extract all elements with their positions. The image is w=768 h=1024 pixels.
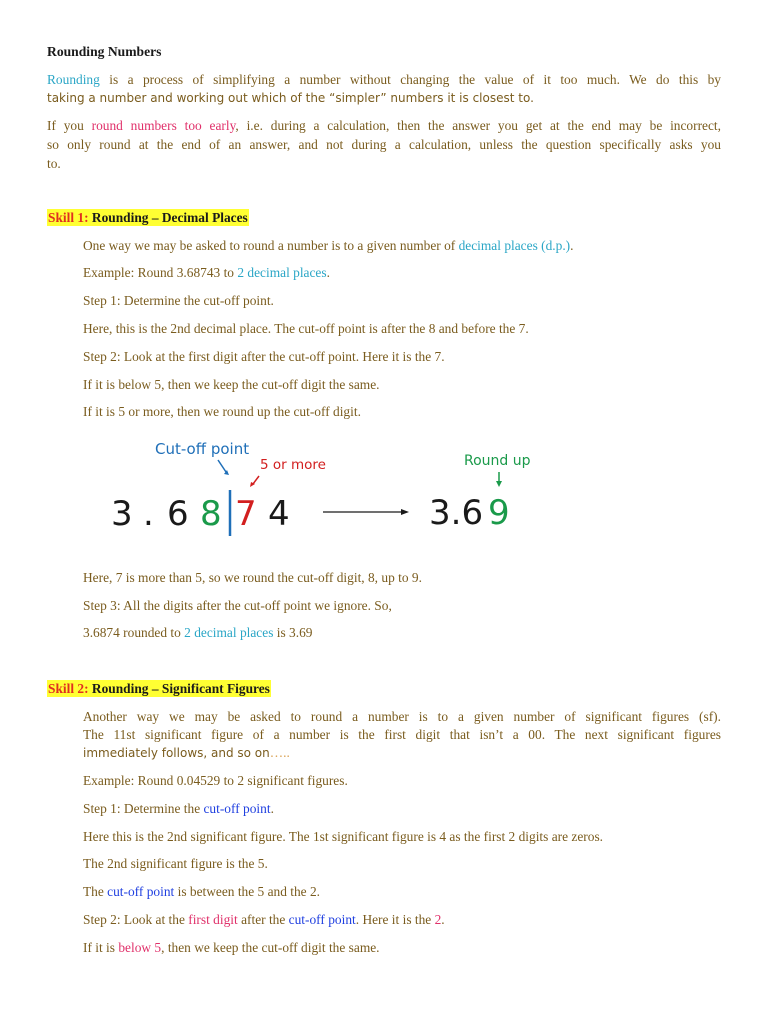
s2-l7-post: . (441, 912, 445, 927)
rounding-keyword: Rounding (47, 72, 100, 87)
below-5-keyword: below 5 (118, 940, 162, 955)
five-or-more-label: 5 or more (260, 457, 326, 473)
five-arrow-line (253, 476, 259, 484)
intro-paragraph-2 (47, 116, 721, 173)
s1-l1-pre: One way we may be asked to round a number is to a given number of (83, 238, 459, 253)
skill1-line-5: Step 2: Look at the first digit after the cut-off point. Here it is the 7. (83, 349, 445, 364)
s2-p1-l1: Another way we may be asked to round a number is to a given number of significant figures (sf). (83, 709, 721, 724)
skill2-line-5: The 2nd significant figure is the 5. (83, 856, 268, 871)
intro-p2-line3: to. (47, 156, 61, 171)
page-title: Rounding Numbers (47, 44, 162, 59)
digit-3: 3 (111, 494, 133, 534)
cutoff-label: Cut-off point (155, 440, 250, 458)
round-too-early-keyword: round numbers too early (91, 118, 236, 133)
cutoff-point-keyword-3: cut-off point (288, 912, 356, 927)
skill1-line-1 (83, 237, 574, 255)
digit-7: 7 (235, 494, 257, 534)
skill-2-heading (47, 680, 271, 697)
two-decimal-places-keyword-2: 2 decimal places (184, 625, 274, 640)
decimal-places-keyword: decimal places (d.p.) (458, 238, 571, 253)
skill1-line-10 (83, 624, 312, 642)
skill1-line-7: If it is 5 or more, then we round up the cut-off digit. (83, 404, 361, 419)
digit-6: 6 (167, 494, 189, 534)
round-up-arrow-head (496, 481, 502, 487)
intro-paragraph-1 (47, 70, 721, 108)
skill2-line-7 (83, 911, 445, 929)
skill1-line-8: Here, 7 is more than 5, so we round the cut-off digit, 8, up to 9. (83, 570, 422, 585)
digit-2-keyword: 2 (434, 912, 442, 927)
skill2-line-6 (83, 883, 320, 901)
skill2-line-8 (83, 939, 380, 957)
s2-l7-mid: after the (237, 912, 289, 927)
s2-l3-pre: Step 1: Determine the (83, 801, 204, 816)
cutoff-arrow-line (218, 460, 226, 472)
skill-2-title: Rounding – Significant Figures (88, 681, 270, 696)
result-base: 3.6 (429, 493, 484, 533)
s2-p1-l2: The 11st significant figure of a number is the first digit that isn’t a 00. The next significant figures (83, 727, 721, 742)
skill1-line-6: If it is below 5, then we keep the cut-off digit the same. (83, 377, 380, 392)
s1-l1-post: . (570, 238, 574, 253)
s1-l2-post: . (326, 265, 330, 280)
s1-l2-pre: Example: Round 3.68743 to (83, 265, 238, 280)
s1-l10-post: is 3.69 (273, 625, 313, 640)
two-decimal-places-keyword: 2 decimal places (237, 265, 327, 280)
intro-p1-line2: taking a number and working out which of the “simpler” numbers it is closest to. (47, 91, 534, 105)
digit-8-cutoff: 8 (200, 494, 222, 534)
intro-p2-line2: so only round at the end of an answer, and not during a calculation, unless the question specifically asks you (47, 137, 721, 152)
transform-arrow-head (401, 509, 409, 515)
s2-l8-pre: If it is (83, 940, 119, 955)
s2-l3-post: . (270, 801, 274, 816)
skill1-line-2 (83, 264, 330, 282)
cutoff-point-keyword-2: cut-off point (107, 884, 175, 899)
skill2-line-2: Example: Round 0.04529 to 2 significant figures. (83, 773, 348, 788)
s2-l7-mid2: . Here it is the (355, 912, 435, 927)
rounding-diagram (83, 432, 565, 556)
s2-l7-pre: Step 2: Look at the (83, 912, 189, 927)
s2-l6-pre: The (83, 884, 108, 899)
digit-dot: . (143, 494, 154, 534)
skill2-paragraph-1 (83, 708, 721, 762)
skill-1-number: Skill 1: (48, 210, 89, 225)
s2-p1-l3: immediately follows, and so on (83, 746, 270, 760)
s2-l6-post: is between the 5 and the 2. (174, 884, 321, 899)
cutoff-point-keyword-1: cut-off point (203, 801, 271, 816)
skill1-line-4: Here, this is the 2nd decimal place. The cut-off point is after the 8 and before the 7. (83, 321, 529, 336)
skill-1-title: Rounding – Decimal Places (88, 210, 248, 225)
result-digit-9: 9 (488, 493, 510, 533)
skill2-line-4: Here this is the 2nd significant figure. The 1st significant figure is 4 as the first 2 digits are zeros. (83, 829, 604, 844)
s2-l8-post: , then we keep the cut-off digit the same. (161, 940, 380, 955)
intro-p2-pre: If you (47, 118, 92, 133)
first-digit-keyword: first digit (188, 912, 238, 927)
skill-2-number: Skill 2: (48, 681, 89, 696)
skill1-line-9: Step 3: All the digits after the cut-off point we ignore. So, (83, 598, 392, 613)
skill2-line-3 (83, 800, 274, 818)
digit-4: 4 (268, 494, 290, 534)
skill1-line-3: Step 1: Determine the cut-off point. (83, 293, 274, 308)
skill-1-heading (47, 209, 249, 226)
intro-p2-text: , i.e. during a calculation, then the answer you get at the end may be incorrect, (235, 118, 721, 133)
intro-p1-text: is a process of simplifying a number without changing the value of it too much. We do this by (99, 72, 721, 87)
round-up-label: Round up (464, 453, 531, 469)
s2-p1-dots: ….. (269, 745, 290, 760)
s1-l10-pre: 3.6874 rounded to (83, 625, 185, 640)
